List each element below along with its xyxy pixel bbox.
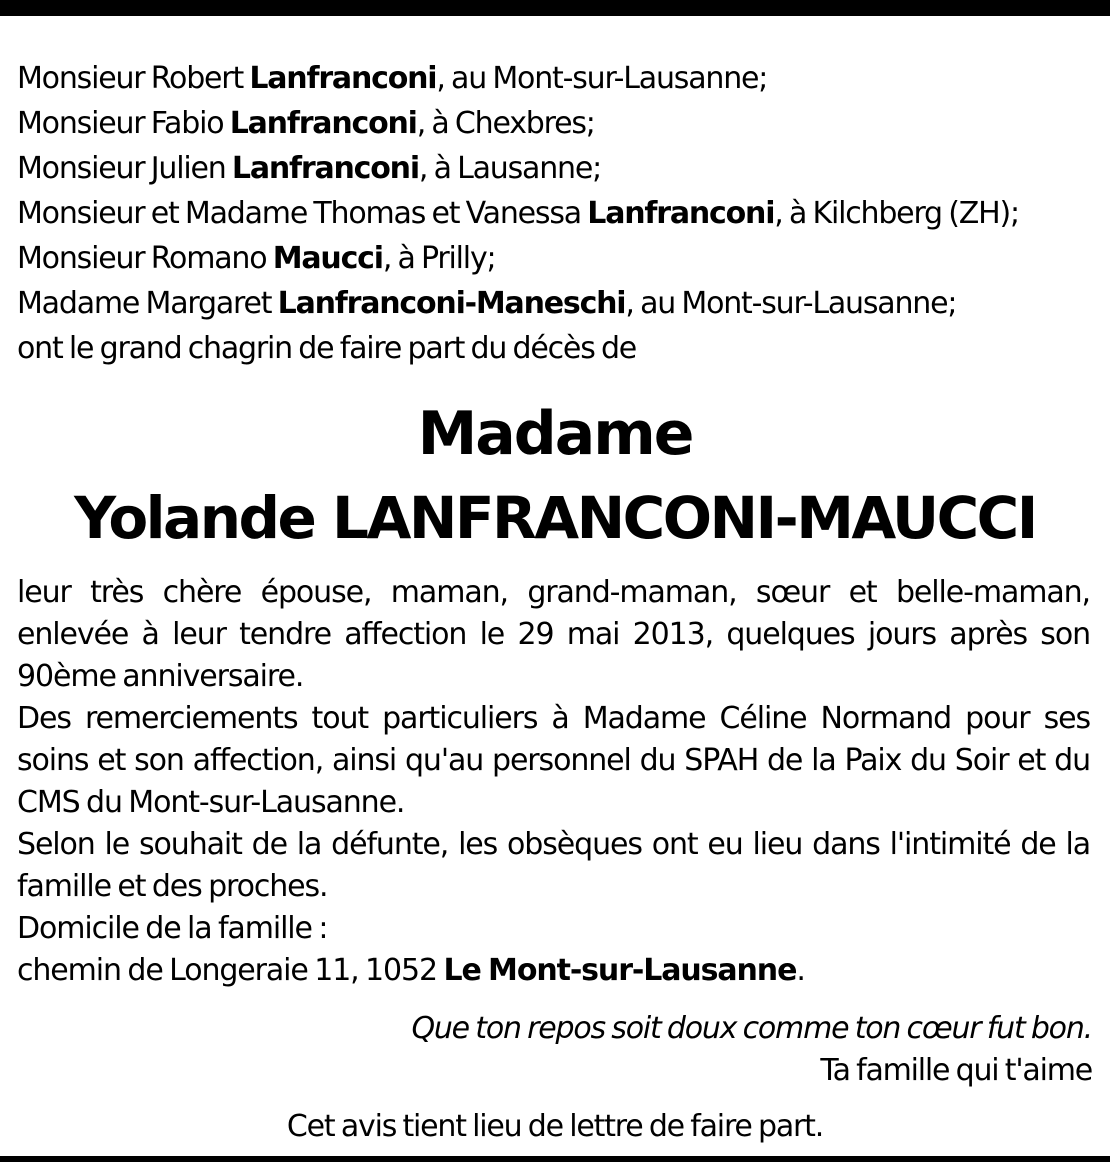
mourner-prefix: Monsieur Romano (17, 241, 273, 276)
mourner-line (17, 146, 1097, 191)
notice-footer: Cet avis tient lieu de lettre de faire part. (286, 1109, 824, 1144)
mourner-surname: Maucci (272, 241, 383, 276)
mourner-prefix: Monsieur et Madame Thomas et Vanessa (17, 196, 588, 231)
mourner-location: , à Lausanne; (418, 151, 602, 186)
mourner-location: , à Chexbres; (416, 106, 595, 141)
mourner-surname: Lanfranconi (229, 106, 417, 141)
family-address (17, 950, 1090, 992)
deceased-title: Madame (417, 399, 693, 469)
mourner-line (17, 101, 1097, 146)
mourner-prefix: Madame Margaret (17, 286, 278, 321)
mourner-prefix: Monsieur Robert (17, 61, 250, 96)
tribute-paragraph: leur très chère épouse, maman, grand-maman, sœur et belle-maman, enlevée à leur tendre affection le 29 mai 2013, quelques jours après son 90ème anniversaire. (17, 575, 1090, 694)
mourner-line (17, 56, 1097, 101)
epitaph: Que ton repos soit doux comme ton cœur fut bon. (411, 1011, 1092, 1046)
top-border-rule (0, 0, 1110, 16)
mourner-line (17, 191, 1097, 236)
address-end: . (796, 953, 805, 988)
funeral-paragraph: Selon le souhait de la défunte, les obsèques ont eu lieu dans l'intimité de la famille et des proches. (17, 827, 1090, 904)
mourner-surname: Lanfranconi-Maneschi (277, 286, 626, 321)
obituary-body (17, 572, 1090, 992)
mourner-surname: Lanfranconi (231, 151, 419, 186)
mourner-location: , à Prilly; (382, 241, 496, 276)
mourner-location: , au Mont-sur-Lausanne; (436, 61, 768, 96)
mourner-line (17, 281, 1097, 326)
mourner-surname: Lanfranconi (249, 61, 437, 96)
mourner-line (17, 236, 1097, 281)
mourner-location: , au Mont-sur-Lausanne; (625, 286, 957, 321)
announcement-intro: ont le grand chagrin de faire part du décès de (17, 331, 637, 366)
mourner-surname: Lanfranconi (587, 196, 775, 231)
mourner-prefix: Monsieur Julien (17, 151, 232, 186)
mourner-prefix: Monsieur Fabio (17, 106, 230, 141)
bottom-border-rule (0, 1156, 1110, 1162)
address-city: Le Mont-sur-Lausanne (443, 953, 797, 988)
thanks-paragraph: Des remerciements tout particuliers à Madame Céline Normand pour ses soins et son affection, ainsi qu'au personnel du SPAH de la Paix du Soir et du CMS du Mont-sur-Lausanne. (17, 701, 1090, 820)
deceased-name: Yolande LANFRANCONI-MAUCCI (74, 484, 1036, 552)
mourners-list (17, 56, 1097, 371)
mourner-location: , à Kilchberg (ZH); (774, 196, 1019, 231)
domicile-label: Domicile de la famille : (17, 911, 328, 946)
address-street: chemin de Longeraie 11, 1052 (17, 953, 444, 988)
family-signature: Ta famille qui t'aime (820, 1053, 1092, 1088)
